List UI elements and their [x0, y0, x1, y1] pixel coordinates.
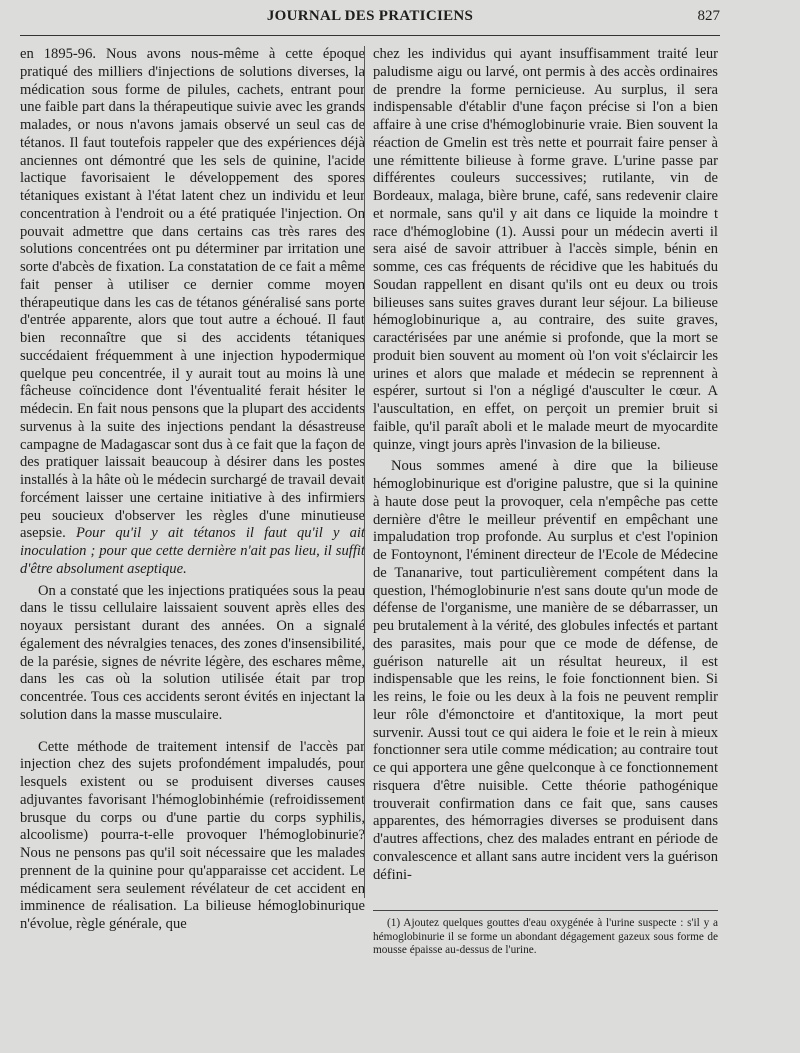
- left-column: [20, 46, 365, 934]
- column-divider: [364, 46, 365, 898]
- footnote: (1) Ajoutez quelques gouttes d'eau oxygénée à l'urine suspecte : s'il y a hémoglobinurie il se forme un abondant dégagement gazeux sous forme de mousse épaisse au-dessus de l'urine.: [373, 917, 718, 956]
- left-paragraph-3: Cette méthode de traitement intensif de l'accès par injection chez des sujets profondément impaludés, pour lesquels existent ou se produisent diverses causes adjuvantes favorisant l'hémoglobinhémie (refroidissement brusque du corps ou d'une partie du corps syphilis, alcoolisme) pourra-t-elle provoquer l'hémoglobinurie? Nous ne pensons pas qu'il soit nécessaire que les malades prennent de la quinine pour qu'apparaisse cet accident. Le médicament sera seulement révélateur de cet accident en imminence de réalisation. La bilieuse hémoglobinurique n'évolue, règle générale, que: [20, 738, 365, 932]
- left-paragraph-2: On a constaté que les injections pratiquées sous la peau dans le tissu cellulaire laissaient souvent après elles des noyaux persistant durant des années. On a signalé également des névralgies tenaces, des zones d'insensibilité, de la parésie, signes de névrite légère, des eschares même, dans les cas où la solution utilisée était par trop concentrée. Tous ces accidents seront évités en injectant la solution dans la masse musculaire.: [20, 582, 365, 723]
- page-header: [20, 8, 720, 32]
- left-paragraph-1-text: en 1895-96. Nous avons nous-même à cette époque pratiqué des milliers d'injections de solutions diverses, la médication sous forme de pilules, cachets, entrant pour une faible part dans la thérapeutique suivie avec les grands malades, or nous n'avons jamais observé un seul cas de tétanos. Il faut toutefois rappeler que des expériences déjà anciennes ont démontré que les sels de quinine, l'acide lactique favorisaient le développement des spores tétaniques existant à l'état latent chez un individu et leur concentration à l'endroit ou a été pratiquée l'injection. On pouvait admettre que dans certains cas très rares des solutions concentrées ont pu déterminer par irritation une sorte d'abcès de fixation. La constatation de ce fait a même fait penser à utiliser ce dernier comme moyen thérapeutique dans les cas de tétanos généralisé sans porte d'entrée apparente, alors que tout autre a échoué. Il faut bien reconnaître que si des accidents tétaniques succédaient fréquemment à une injection hypodermique quelque peu concentrée, il y aurait tout au moins là une fâcheuse coïncidence dont l'éventualité ferait hésiter le médecin. En fait nous pensons que la plupart des accidents survenus à la suite des injections pendant la désastreuse campagne de Madagascar sont dus à ce fait que la façon de des pratiquer laissait beaucoup à désirer dans les postes installés à la hâte où le médecin surchargé de travail devait forcément laisser une certaine initiative à des infirmiers peu soucieux d'observer les règles d'une minutieuse asepsie.: [20, 46, 365, 542]
- header-rule: [20, 35, 720, 36]
- footnote-rule: [373, 910, 718, 911]
- running-title: JOURNAL DES PRATICIENS: [266, 8, 474, 24]
- right-paragraph-2: Nous sommes amené à dire que la bilieuse hémoglobinurique est d'origine palustre, que si la quinine à haute dose peut la provoquer, cela n'empêche pas cette dernière d'être le meilleur préventif en empêchant une impaludation trop profonde. Au surplus et c'est l'opinion de Fontoynont, l'éminent directeur de l'Ecole de Médecine de Tananarive, tout particulièrement compétent dans la question, l'hémoglobinurie n'est sans doute qu'un mode de défense de l'organisme, une manière de se débarrasser, un peu brutalement à la vérité, des globules infectés et partant des parasites, mais pour que ce mode de défense, de guérison naturelle ait un résultat heureux, il est indispensable que les reins, le foie fonctionnent bien. Si les reins, le foie ou les deux à la fois ne peuvent remplir leur rôle d'émonctoire et d'antitoxique, la mort peut survenir. Aussi tout ce qui aidera le foie et le rein à mieux fonctionner sera utile comme médication; au contraire tout ce qui apportera une gêne quelconque à ce fonctionnement risquera d'être nuisible. Cette théorie pathogénique trouverait confirmation dans ce fait que, sans causes apparentes, des hémorragies diverses se produisent dans d'autres affections, chez des malades entrant en période de convalescence et allant sans autre incident vers la guérison défini-: [373, 458, 718, 883]
- left-paragraph-1-italic: Pour qu'il y ait tétanos il faut qu'il y ait inoculation ; pour que cette dernière n'ait pas lieu, il suffit d'être absolument aseptique.: [20, 525, 365, 577]
- right-column: [373, 46, 718, 884]
- right-paragraph-1: chez les individus qui ayant insuffisamment traité leur paludisme aigu ou larvé, ont permis à des accès ordinaires de prendre la forme pernicieuse. Au surplus, il sera indispensable d'établir d'une façon précise si l'on a bien affaire à une crise d'hémoglobinurie vraie. Bien souvent la réaction de Gmelin est très nette et pourrait faire penser à une rémittente bilieuse à forme grave. L'urine passe par différentes couleurs successives; rutilante, vin de Bordeaux, malaga, bière brune, café, sans redevenir claire et normale, sans qu'il y ait dans ce liquide la moindre t race d'hémoglobine (1). Aussi pour un médecin averti il sera aisé de savoir attribuer à l'accès simple, bénin en somme, ces cas fréquents de récidive que les habitués du Soudan rappellent en disant qu'ils ont eu deux ou trois bilieuses sans suites graves durant leur séjour. La bilieuse hémoglobinurique a, au contraire, des suite graves, caractérisées par une anémie si profonde, que la mort se produit bien souvent au moment où l'on voit s'éclaircir les urines et alors que malade et médecin se reprennent à espérer, surtout si l'on a négligé d'ausculter le cœur. A l'auscultation, en effet, on perçoit un premier bruit si faible, qu'il paraît aboli et le malade meurt de myocardite quinze, vingt jours après l'invasion de la bilieuse.: [373, 46, 718, 453]
- page-number: 827: [697, 8, 720, 24]
- left-paragraph-1: [20, 46, 365, 579]
